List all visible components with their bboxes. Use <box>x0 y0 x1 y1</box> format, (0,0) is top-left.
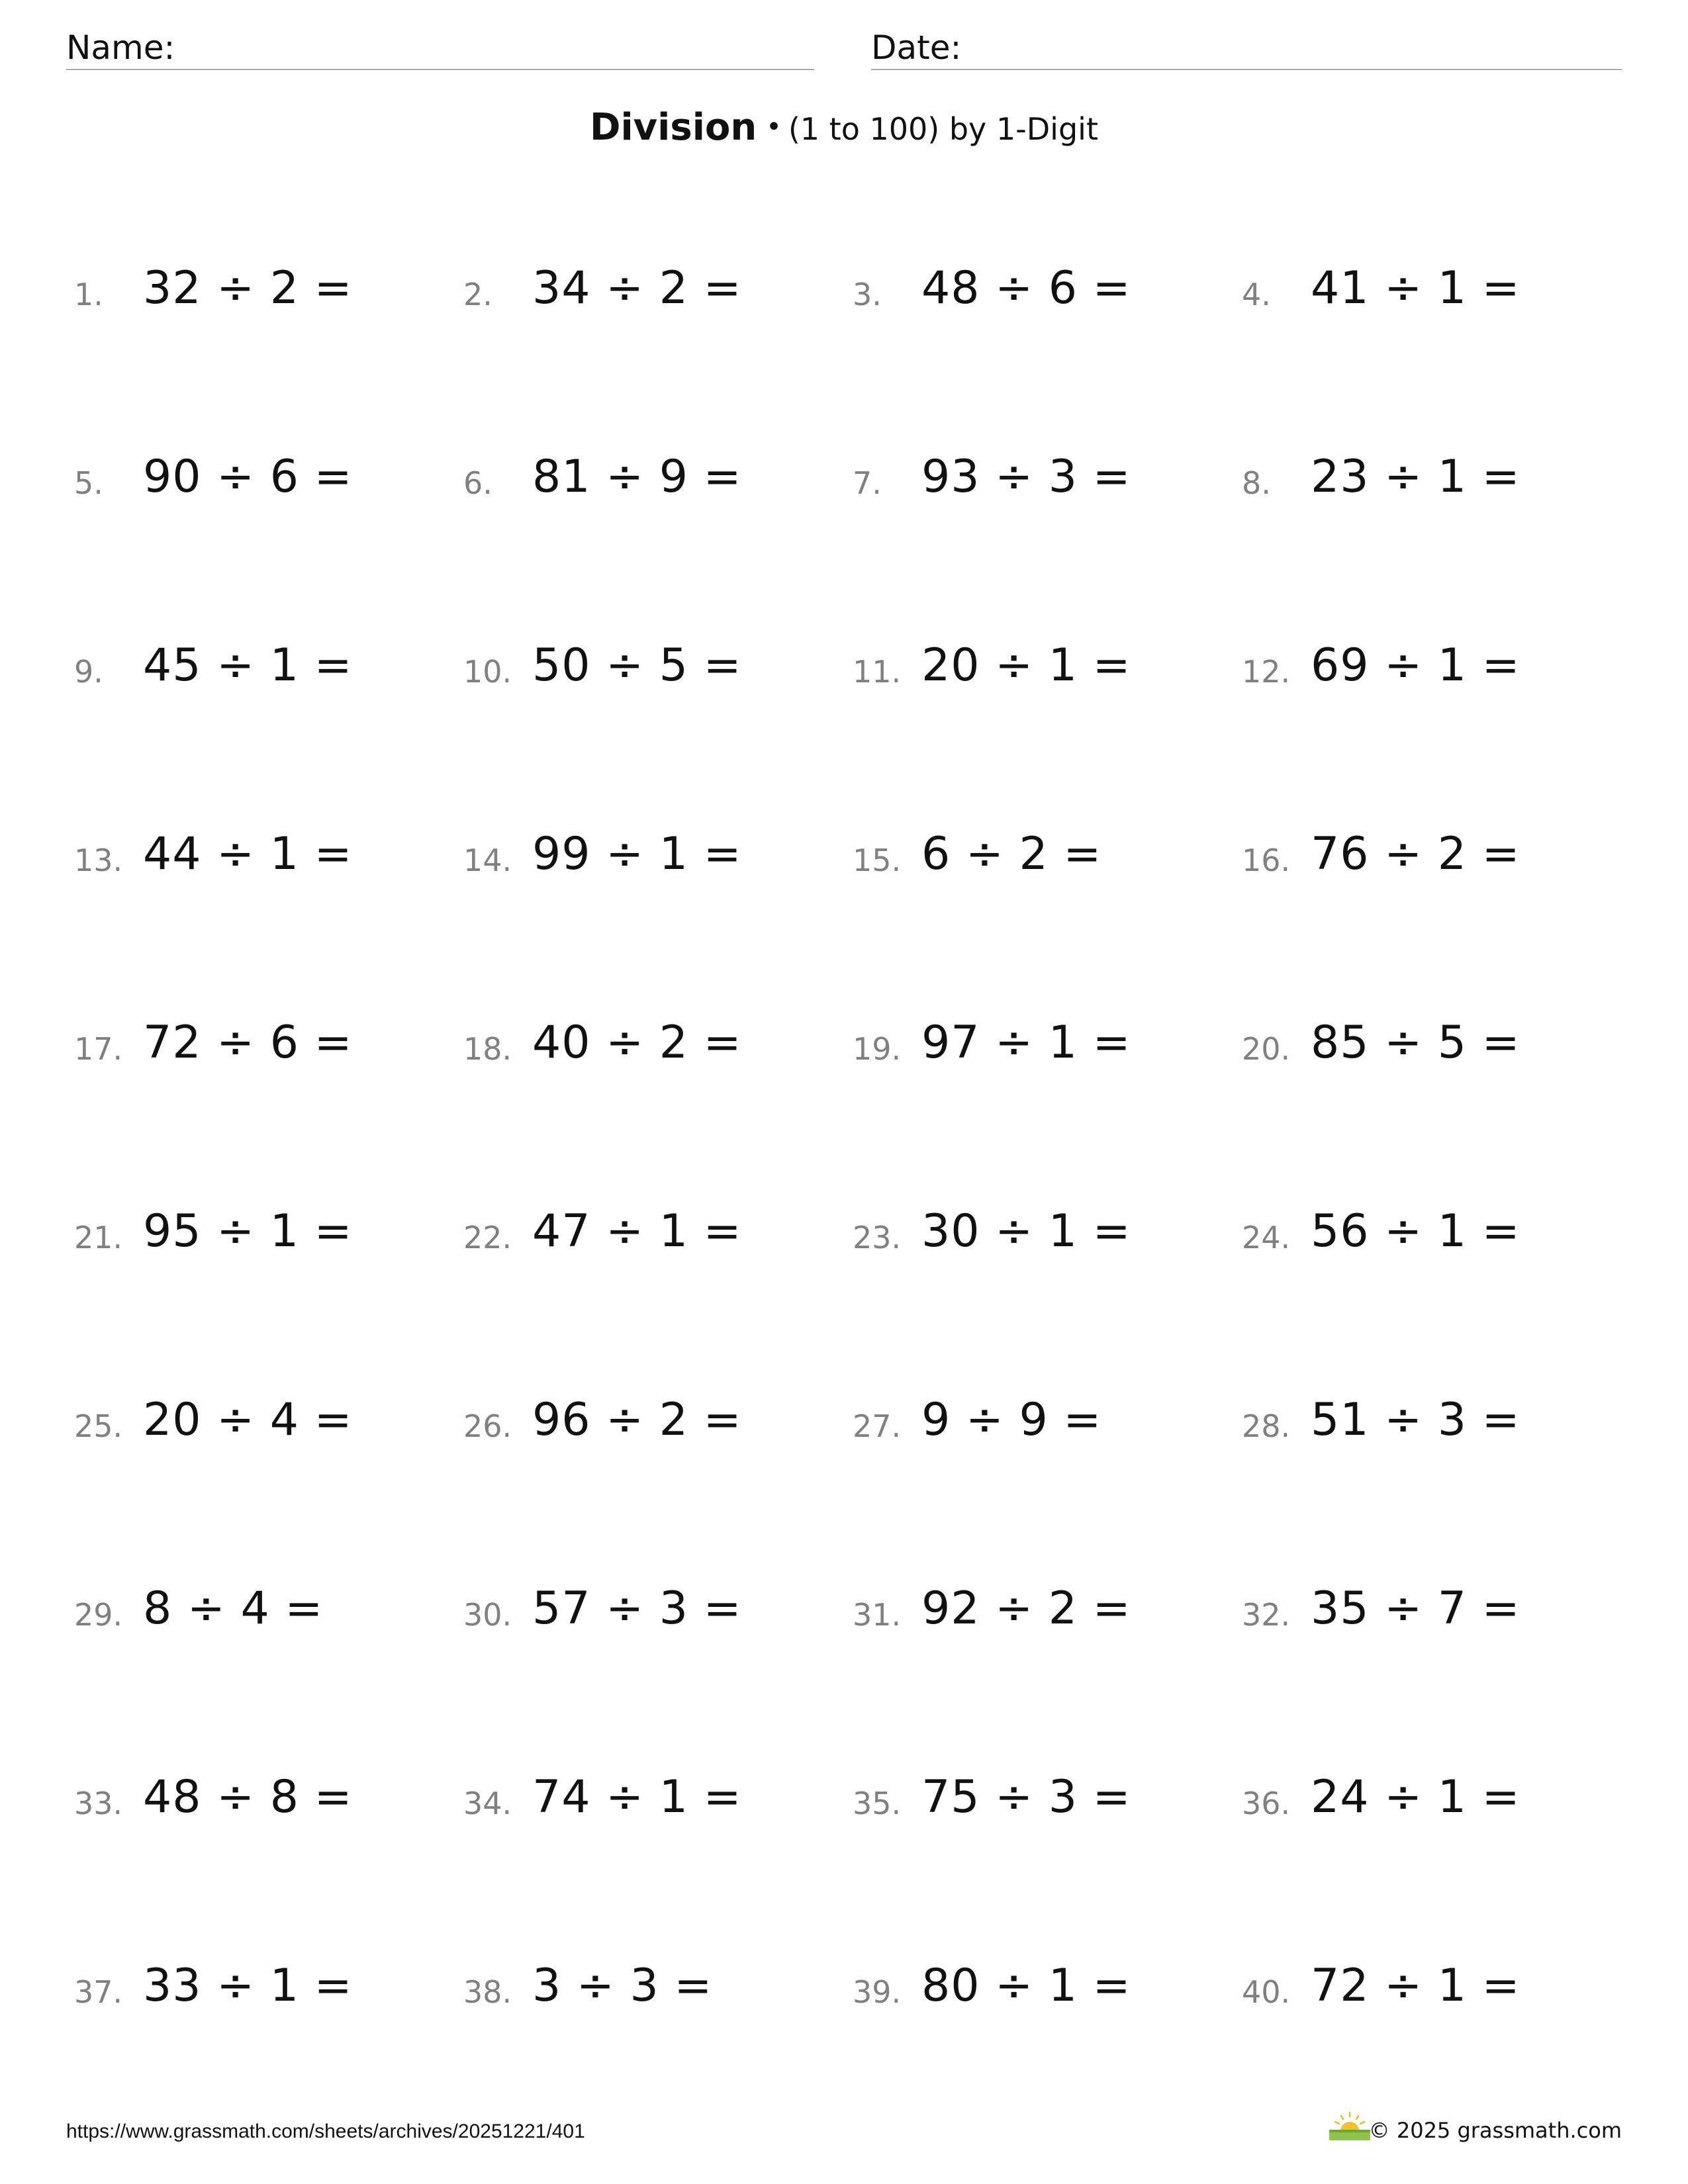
problem-number: 6. <box>463 465 492 501</box>
name-field[interactable] <box>66 24 814 70</box>
title-separator: • <box>766 112 782 142</box>
footer-url[interactable]: https://www.grassmath.com/sheets/archives/20251221/401 <box>66 2120 585 2142</box>
problem-number: 16. <box>1242 842 1291 878</box>
problem-expression: 92 ÷ 2 = <box>921 1582 1131 1635</box>
problem-expression: 96 ÷ 2 = <box>532 1394 742 1446</box>
problem-number: 27. <box>853 1408 902 1444</box>
problem-row <box>0 1949 1688 2138</box>
problem-expression: 24 ÷ 1 = <box>1311 1771 1521 1823</box>
problem-expression: 69 ÷ 1 = <box>1311 639 1521 692</box>
problem-expression: 34 ÷ 2 = <box>532 262 742 314</box>
problem-number: 35. <box>853 1786 902 1821</box>
problem-number: 13. <box>74 842 123 878</box>
problem-expression: 48 ÷ 6 = <box>921 262 1131 314</box>
problem-number: 29. <box>74 1597 123 1633</box>
problem-expression: 95 ÷ 1 = <box>143 1205 353 1257</box>
problem-row <box>0 1572 1688 1760</box>
problem-number: 32. <box>1242 1597 1291 1633</box>
problem-expression: 20 ÷ 1 = <box>921 639 1131 692</box>
date-label: Date: <box>871 28 962 67</box>
problem-number: 18. <box>463 1031 512 1067</box>
problem-expression: 75 ÷ 3 = <box>921 1771 1131 1823</box>
problem-row <box>0 1195 1688 1383</box>
problem-number: 40. <box>1242 1974 1291 2010</box>
problem-expression: 56 ÷ 1 = <box>1311 1205 1521 1257</box>
problem-number: 15. <box>853 842 902 878</box>
problem-expression: 72 ÷ 1 = <box>1311 1960 1521 2012</box>
problem-expression: 6 ÷ 2 = <box>921 828 1102 880</box>
problem-number: 1. <box>74 277 103 312</box>
problem-number: 31. <box>853 1597 902 1633</box>
problem-row <box>0 1006 1688 1195</box>
problem-expression: 41 ÷ 1 = <box>1311 262 1521 314</box>
problem-expression: 76 ÷ 2 = <box>1311 828 1521 880</box>
problem-number: 30. <box>463 1597 512 1633</box>
problem-row <box>0 440 1688 629</box>
name-label: Name: <box>66 28 175 67</box>
problem-number: 11. <box>853 654 902 690</box>
problem-number: 3. <box>853 277 882 312</box>
problem-expression: 51 ÷ 3 = <box>1311 1394 1521 1446</box>
problem-expression: 45 ÷ 1 = <box>143 639 353 692</box>
problem-number: 25. <box>74 1408 123 1444</box>
problem-number: 22. <box>463 1220 512 1255</box>
problem-number: 37. <box>74 1974 123 2010</box>
problem-number: 12. <box>1242 654 1291 690</box>
copyright-text: © 2025 grassmath.com <box>1368 2118 1622 2143</box>
problem-row <box>0 1760 1688 1949</box>
problem-grid <box>0 251 1688 2138</box>
title-main: Division <box>590 106 757 149</box>
problem-number: 19. <box>853 1031 902 1067</box>
problem-row <box>0 629 1688 817</box>
problem-expression: 23 ÷ 1 = <box>1311 451 1521 503</box>
problem-number: 21. <box>74 1220 123 1255</box>
problem-row <box>0 817 1688 1006</box>
problem-expression: 81 ÷ 9 = <box>532 451 742 503</box>
problem-number: 5. <box>74 465 103 501</box>
problem-expression: 8 ÷ 4 = <box>143 1582 324 1635</box>
problem-expression: 35 ÷ 7 = <box>1311 1582 1521 1635</box>
problem-expression: 93 ÷ 3 = <box>921 451 1131 503</box>
problem-number: 2. <box>463 277 492 312</box>
problem-row <box>0 251 1688 440</box>
problem-number: 28. <box>1242 1408 1291 1444</box>
problem-expression: 97 ÷ 1 = <box>921 1017 1131 1069</box>
problem-row <box>0 1383 1688 1572</box>
problem-expression: 47 ÷ 1 = <box>532 1205 742 1257</box>
problem-expression: 90 ÷ 6 = <box>143 451 353 503</box>
problem-number: 17. <box>74 1031 123 1067</box>
problem-number: 24. <box>1242 1220 1291 1255</box>
problem-expression: 99 ÷ 1 = <box>532 828 742 880</box>
problem-expression: 74 ÷ 1 = <box>532 1771 742 1823</box>
problem-number: 38. <box>463 1974 512 2010</box>
problem-expression: 72 ÷ 6 = <box>143 1017 353 1069</box>
problem-number: 20. <box>1242 1031 1291 1067</box>
problem-expression: 9 ÷ 9 = <box>921 1394 1102 1446</box>
sun-over-grass-icon <box>1327 2111 1373 2142</box>
problem-number: 9. <box>74 654 103 690</box>
date-field[interactable] <box>871 24 1622 70</box>
problem-number: 39. <box>853 1974 902 2010</box>
problem-expression: 57 ÷ 3 = <box>532 1582 742 1635</box>
problem-expression: 80 ÷ 1 = <box>921 1960 1131 2012</box>
problem-expression: 32 ÷ 2 = <box>143 262 353 314</box>
problem-number: 14. <box>463 842 512 878</box>
problem-expression: 50 ÷ 5 = <box>532 639 742 692</box>
problem-expression: 48 ÷ 8 = <box>143 1771 353 1823</box>
problem-expression: 40 ÷ 2 = <box>532 1017 742 1069</box>
problem-number: 7. <box>853 465 882 501</box>
problem-expression: 30 ÷ 1 = <box>921 1205 1131 1257</box>
problem-number: 33. <box>74 1786 123 1821</box>
problem-number: 10. <box>463 654 512 690</box>
problem-expression: 33 ÷ 1 = <box>143 1960 353 2012</box>
problem-expression: 44 ÷ 1 = <box>143 828 353 880</box>
problem-number: 23. <box>853 1220 902 1255</box>
problem-number: 8. <box>1242 465 1271 501</box>
problem-expression: 85 ÷ 5 = <box>1311 1017 1521 1069</box>
problem-number: 4. <box>1242 277 1271 312</box>
problem-number: 34. <box>463 1786 512 1821</box>
problem-expression: 20 ÷ 4 = <box>143 1394 353 1446</box>
problem-number: 36. <box>1242 1786 1291 1821</box>
problem-number: 26. <box>463 1408 512 1444</box>
worksheet-title <box>0 106 1688 149</box>
title-subtitle: (1 to 100) by 1-Digit <box>788 111 1098 147</box>
problem-expression: 3 ÷ 3 = <box>532 1960 713 2012</box>
